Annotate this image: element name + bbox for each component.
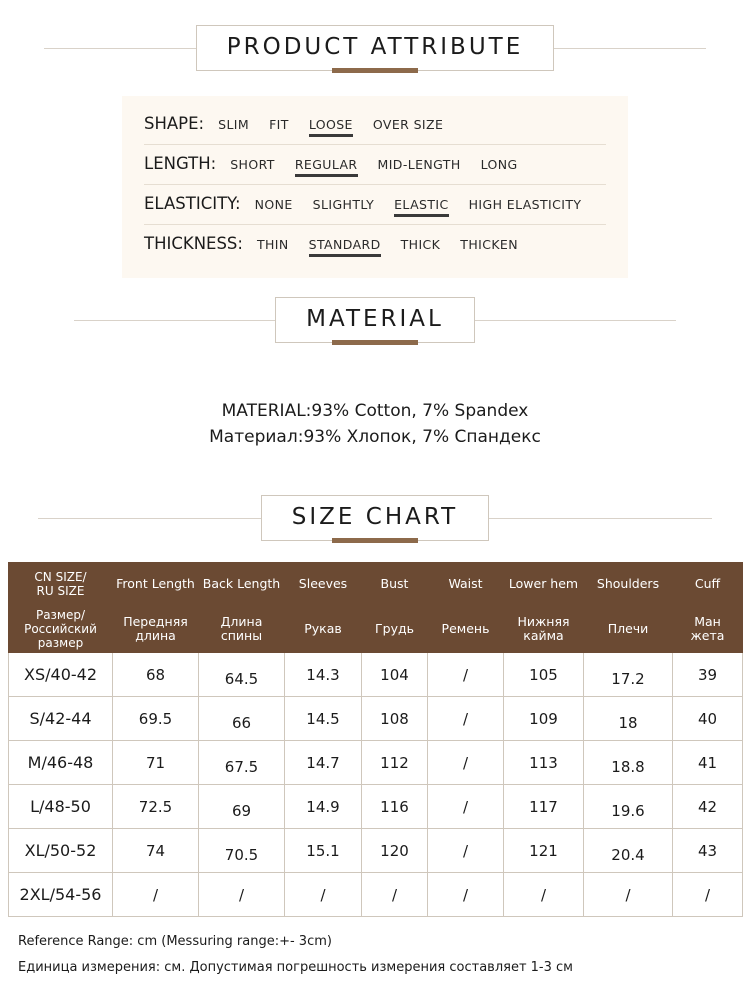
col-header-shoulders-ru: Плечи [584,606,673,653]
heading-box [196,25,555,71]
cell-back-length: 69 [199,789,285,833]
col-header-cuff-ru: Ман жета [673,606,743,653]
table-row [9,829,743,873]
table-row [9,785,743,829]
col-header-lower-hem: Lower hem [504,563,584,606]
size-chart-title: SIZE CHART [291,504,459,530]
cell-back-length: 70.5 [199,833,285,877]
col-header-size-ru: Размер/ Российский размер [9,606,113,653]
cell-waist: / [428,697,504,741]
attribute-options-thickness [257,237,606,256]
cell-front-length: 71 [113,741,199,785]
cell-cuff: 40 [673,697,743,741]
cell-sleeves: 14.7 [285,741,362,785]
cell-bust: 116 [362,785,428,829]
attribute-option-slim[interactable]: SLIM [218,117,250,132]
attribute-options-shape [218,117,606,136]
attribute-label-thickness: THICKNESS: [144,234,243,253]
cell-waist: / [428,785,504,829]
attribute-row-divider [144,184,606,185]
cell-waist: / [428,741,504,785]
attribute-option-thick[interactable]: THICK [400,237,441,252]
cell-bust: 108 [362,697,428,741]
measurement-note-en: Reference Range: cm (Messuring range:+- 3cm) [18,934,332,949]
table-row [9,873,743,917]
size-chart-heading [0,496,750,540]
cell-waist: / [428,873,504,917]
col-header-waist: Waist [428,563,504,606]
col-header-back-length: Back Length [199,563,285,606]
attribute-label-length: LENGTH: [144,154,217,173]
col-header-shoulders: Shoulders [584,563,673,606]
attribute-option-thicken[interactable]: THICKEN [460,237,518,252]
cell-shoulders: 20.4 [584,833,673,877]
cell-lower-hem: 109 [504,697,584,741]
cell-size: S/42-44 [9,697,113,741]
heading-box [261,495,489,541]
cell-cuff: 43 [673,829,743,873]
attribute-row-divider [144,144,606,145]
table-row [9,741,743,785]
attribute-option-loose[interactable]: LOOSE [309,117,353,136]
attribute-option-over-size[interactable]: OVER SIZE [372,117,444,132]
attribute-option-long[interactable]: LONG [480,157,518,172]
cell-sleeves: / [285,873,362,917]
cell-shoulders: 17.2 [584,657,673,701]
heading-underline [332,340,418,345]
cell-sleeves: 14.5 [285,697,362,741]
measurement-note-ru: Единица измерения: см. Допустимая погрешность измерения составляет 1-3 см [18,960,573,975]
cell-sleeves: 15.1 [285,829,362,873]
col-header-front-length: Front Length [113,563,199,606]
cell-shoulders: 18 [584,701,673,745]
cell-lower-hem: 117 [504,785,584,829]
cell-cuff: 42 [673,785,743,829]
material-line-ru: Материал:93% Хлопок, 7% Спандекс [209,427,541,447]
cell-waist: / [428,653,504,697]
col-header-front-length-ru: Передняя длина [113,606,199,653]
attribute-option-slightly[interactable]: SLIGHTLY [312,197,375,212]
col-header-sleeves: Sleeves [285,563,362,606]
col-header-cuff: Cuff [673,563,743,606]
heading-underline [332,68,418,73]
product-attribute-heading [0,26,750,70]
cell-lower-hem: 105 [504,653,584,697]
attribute-option-thin[interactable]: THIN [256,237,289,252]
cell-size: 2XL/54-56 [9,873,113,917]
material-title: MATERIAL [306,306,444,332]
attribute-row-divider [144,224,606,225]
cell-front-length: / [113,873,199,917]
cell-front-length: 68 [113,653,199,697]
attribute-options-length [230,157,606,176]
size-chart-table [8,562,743,917]
cell-cuff: 41 [673,741,743,785]
table-header-row-en [9,563,743,606]
size-chart-table-wrap [0,562,750,917]
cell-bust: 120 [362,829,428,873]
cell-lower-hem: 121 [504,829,584,873]
attribute-panel [122,96,628,278]
table-row [9,653,743,697]
cell-sleeves: 14.3 [285,653,362,697]
cell-cuff: 39 [673,653,743,697]
attribute-options-elasticity [255,197,606,216]
attribute-row-shape [144,114,606,136]
material-line-en: MATERIAL:93% Cotton, 7% Spandex [221,401,529,421]
cell-back-length: 67.5 [199,745,285,789]
cell-size: XL/50-52 [9,829,113,873]
col-header-back-length-ru: Длина спины [199,606,285,653]
col-header-bust-ru: Грудь [362,606,428,653]
attribute-label-elasticity: ELASTICITY: [144,194,241,213]
attribute-option-mid-length[interactable]: MID-LENGTH [377,157,461,172]
col-header-sleeves-ru: Рукав [285,606,362,653]
material-heading [0,298,750,342]
cell-bust: 112 [362,741,428,785]
cell-front-length: 69.5 [113,697,199,741]
cell-shoulders: 19.6 [584,789,673,833]
attribute-option-high-elasticity[interactable]: HIGH ELASTICITY [468,197,582,212]
cell-back-length: / [199,873,285,917]
cell-lower-hem: / [504,873,584,917]
heading-box [275,297,475,343]
attribute-row-thickness [144,234,606,256]
attribute-option-standard[interactable]: STANDARD [309,237,381,256]
cell-sleeves: 14.9 [285,785,362,829]
cell-bust: 104 [362,653,428,697]
cell-front-length: 72.5 [113,785,199,829]
cell-back-length: 64.5 [199,657,285,701]
attribute-label-shape: SHAPE: [144,114,205,133]
cell-front-length: 74 [113,829,199,873]
col-header-size: CN SIZE/ RU SIZE [9,563,113,606]
attribute-option-short[interactable]: SHORT [230,157,275,172]
cell-back-length: 66 [199,701,285,745]
cell-waist: / [428,829,504,873]
cell-shoulders: / [584,873,673,917]
col-header-lower-hem-ru: Нижняя кайма [504,606,584,653]
cell-lower-hem: 113 [504,741,584,785]
cell-size: M/46-48 [9,741,113,785]
attribute-option-regular[interactable]: REGULAR [295,157,358,176]
attribute-option-none[interactable]: NONE [254,197,293,212]
attribute-option-elastic[interactable]: ELASTIC [394,197,449,216]
heading-underline [332,538,418,543]
product-attribute-title: PRODUCT ATTRIBUTE [226,34,524,60]
attribute-row-elasticity [144,194,606,216]
table-row [9,697,743,741]
cell-size: L/48-50 [9,785,113,829]
table-header-row-ru [9,606,743,653]
cell-size: XS/40-42 [9,653,113,697]
cell-bust: / [362,873,428,917]
material-block [0,398,750,450]
attribute-option-fit[interactable]: FIT [269,117,289,132]
cell-cuff: / [673,873,743,917]
col-header-bust: Bust [362,563,428,606]
col-header-waist-ru: Ремень [428,606,504,653]
cell-shoulders: 18.8 [584,745,673,789]
attribute-row-length [144,154,606,176]
